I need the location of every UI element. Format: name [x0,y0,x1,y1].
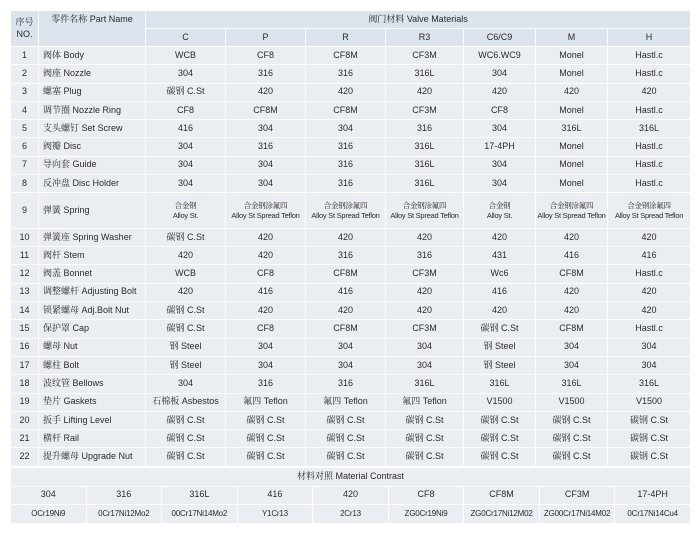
valve-materials-sheet [10,10,690,524]
material-cell: CF8M [306,265,386,283]
table-row [11,283,691,301]
table-row [11,101,691,119]
material-code-r: R [306,29,386,47]
material-cell: 416 [226,283,306,301]
part-name: 螺柱 Bolt [39,356,146,374]
part-name: 调节圈 Nozzle Ring [39,101,146,119]
material-cell: 碳钢 C.St [146,302,226,320]
contrast-title-row [11,467,691,486]
material-cell: CF8 [226,47,306,65]
row-number: 6 [11,138,39,156]
material-cell: 碳钢 C.St [536,448,608,466]
material-cell: 碳钢 C.St [226,430,306,448]
row-number: 8 [11,175,39,193]
material-cell: CF8M [306,320,386,338]
material-cell: 石棉板 Asbestos [146,393,226,411]
material-cell: 碳钢 C.St [608,448,691,466]
header-number: 序号 NO. [11,11,39,47]
material-cell: CF8M [536,320,608,338]
material-cell: 合金钢 Alloy St. [146,193,226,229]
material-cell: 420 [608,283,691,301]
material-cell: Hastl.c [608,320,691,338]
part-name: 螺母 Nut [39,338,146,356]
table-row [11,175,691,193]
contrast-grade: 17-4PH [615,486,691,505]
table-row [11,430,691,448]
part-name: 阀座 Nozzle [39,65,146,83]
material-cell: 420 [386,228,464,246]
material-cell: 碳钢 C.St [146,320,226,338]
material-cell: CF8M [226,101,306,119]
material-cell: Monel [536,156,608,174]
row-number: 13 [11,283,39,301]
material-cell: 碳钢 C.St [146,228,226,246]
row-number: 17 [11,356,39,374]
material-cell: 316L [608,375,691,393]
material-cell: Monel [536,47,608,65]
part-name: 反冲盘 Disc Holder [39,175,146,193]
material-cell: 氟四 Teflon [226,393,306,411]
material-cell: 420 [386,83,464,101]
contrast-grade: CF8M [464,486,540,505]
material-code-r3: R3 [386,29,464,47]
material-cell: 合金钢 Alloy St. [464,193,536,229]
table-row [11,448,691,466]
material-cell: 416 [536,247,608,265]
table-row [11,265,691,283]
material-cell: 钢 Steel [464,338,536,356]
material-contrast-table [10,467,691,524]
material-cell: Hastl.c [608,265,691,283]
material-cell: 316 [306,247,386,265]
material-cell: 17-4PH [464,138,536,156]
material-cell: Monel [536,101,608,119]
contrast-equivalent: ZG0Cr17Ni12M02 [464,505,540,524]
table-row [11,228,691,246]
material-cell: 316L [608,120,691,138]
material-cell: 316L [386,138,464,156]
material-cell: CF3M [386,47,464,65]
material-cell: 碳钢 C.St [306,430,386,448]
material-cell: 304 [386,338,464,356]
material-cell: 碳钢 C.St [464,411,536,429]
material-cell: 316L [536,375,608,393]
material-cell: 304 [146,375,226,393]
material-cell: V1500 [536,393,608,411]
material-cell: CF8 [226,320,306,338]
material-cell: 碳钢 C.St [226,448,306,466]
valve-materials-table [10,10,691,467]
table-row [11,65,691,83]
part-name: 横杆 Rail [39,430,146,448]
material-cell: 304 [146,175,226,193]
table-row [11,156,691,174]
header-valve-materials: 阀门材料 Valve Materials [146,11,691,29]
table-row [11,356,691,374]
contrast-grade: 316 [86,486,162,505]
row-number: 10 [11,228,39,246]
contrast-grade: CF3M [539,486,615,505]
material-cell: CF3M [386,320,464,338]
material-cell: CF8M [306,101,386,119]
row-number: 22 [11,448,39,466]
material-cell: 碳钢 C.St [226,411,306,429]
material-cell: 钢 Steel [464,356,536,374]
material-cell: 316 [306,138,386,156]
material-cell: 420 [226,302,306,320]
row-number: 7 [11,156,39,174]
material-cell: Hastl.c [608,101,691,119]
contrast-body [11,467,691,523]
material-cell: 420 [146,247,226,265]
material-cell: 碳钢 C.St [146,411,226,429]
material-cell: 碳钢 C.St [386,448,464,466]
material-contrast-title: 材料对照 Material Contrast [11,467,691,486]
row-number: 18 [11,375,39,393]
material-cell: 316L [386,375,464,393]
material-cell: WCB [146,47,226,65]
contrast-equivalent: ZG00Cr17Ni14M02 [539,505,615,524]
part-name: 锁紧螺母 Adj.Bolt Nut [39,302,146,320]
material-cell: 420 [306,302,386,320]
row-number: 16 [11,338,39,356]
part-name: 垫片 Gaskets [39,393,146,411]
row-number: 11 [11,247,39,265]
part-name: 弹簧座 Spring Washer [39,228,146,246]
material-cell: 304 [226,338,306,356]
material-cell: 420 [386,283,464,301]
part-name: 阀盖 Bonnet [39,265,146,283]
material-cell: 316 [306,375,386,393]
contrast-grade: 420 [313,486,389,505]
material-cell: 420 [464,228,536,246]
part-name: 螺塞 Plug [39,83,146,101]
material-cell: 316L [464,375,536,393]
material-code-m: M [536,29,608,47]
material-cell: 304 [464,156,536,174]
material-cell: 304 [226,175,306,193]
part-name: 调整螺杆 Adjusting Bolt [39,283,146,301]
material-cell: 304 [608,356,691,374]
part-name: 波纹管 Bellows [39,375,146,393]
material-cell: Hastl.c [608,156,691,174]
material-cell: 合金钢涂氟四 Alloy St Spread Teflon [226,193,306,229]
material-cell: 420 [536,228,608,246]
material-cell: 碳钢 C.St [306,448,386,466]
table-row [11,320,691,338]
material-cell: 合金钢涂氟四 Alloy St Spread Teflon [386,193,464,229]
material-cell: 316 [226,65,306,83]
material-cell: 碳钢 C.St [464,448,536,466]
material-cell: 416 [608,247,691,265]
material-cell: 304 [226,156,306,174]
row-number: 12 [11,265,39,283]
material-cell: 钢 Steel [146,356,226,374]
material-cell: 316 [386,247,464,265]
row-number: 1 [11,47,39,65]
material-cell: 304 [536,356,608,374]
table-row [11,47,691,65]
material-cell: 碳钢 C.St [536,430,608,448]
material-cell: 316 [306,156,386,174]
row-number: 2 [11,65,39,83]
material-cell: 氟四 Teflon [386,393,464,411]
material-cell: 碳钢 C.St [146,448,226,466]
table-row [11,302,691,320]
contrast-grade: 316L [162,486,238,505]
material-cell: 420 [464,83,536,101]
material-cell: 304 [306,338,386,356]
material-cell: 420 [536,283,608,301]
material-cell: 304 [226,356,306,374]
material-cell: CF8 [226,265,306,283]
material-cell: 钢 Steel [146,338,226,356]
material-cell: 304 [306,120,386,138]
material-cell: Hastl.c [608,138,691,156]
table-header [11,11,691,47]
material-cell: CF3M [386,265,464,283]
material-cell: Monel [536,175,608,193]
material-cell: 304 [464,175,536,193]
table-row [11,83,691,101]
row-number: 15 [11,320,39,338]
material-cell: 304 [536,338,608,356]
contrast-equivalent: OCr19Ni9 [11,505,87,524]
material-cell: 420 [146,283,226,301]
contrast-equivalent-row [11,505,691,524]
material-cell: 304 [146,156,226,174]
table-body [11,47,691,467]
part-name: 扳手 Lifting Level [39,411,146,429]
part-name: 阀瓣 Disc [39,138,146,156]
material-code-c6-c9: C6/C9 [464,29,536,47]
material-cell: 碳钢 C.St [464,320,536,338]
table-row [11,375,691,393]
material-cell: 420 [608,302,691,320]
material-code-c: C [146,29,226,47]
material-cell: 420 [464,302,536,320]
contrast-grade-row [11,486,691,505]
material-cell: 416 [146,120,226,138]
material-cell: Hastl.c [608,65,691,83]
part-name: 弹簧 Spring [39,193,146,229]
material-cell: 304 [226,120,306,138]
material-cell: 420 [226,228,306,246]
material-cell: 304 [464,65,536,83]
contrast-grade: 304 [11,486,87,505]
material-code-h: H [608,29,691,47]
part-name: 阀体 Body [39,47,146,65]
header-row [11,11,691,29]
contrast-equivalent: 0Cr17Ni12Mo2 [86,505,162,524]
row-number: 9 [11,193,39,229]
material-cell: CF8 [464,101,536,119]
contrast-equivalent: 2Cr13 [313,505,389,524]
contrast-grade: 416 [237,486,313,505]
material-cell: 碳钢 C.St [608,411,691,429]
material-cell: CF8M [536,265,608,283]
material-cell: WCB [146,265,226,283]
table-row [11,393,691,411]
part-name: 导向套 Guide [39,156,146,174]
part-name: 阀杆 Stem [39,247,146,265]
row-number: 21 [11,430,39,448]
contrast-grade: CF8 [388,486,464,505]
material-cell: 304 [146,138,226,156]
material-cell: CF8 [146,101,226,119]
material-code-p: P [226,29,306,47]
material-cell: 420 [306,83,386,101]
row-number: 5 [11,120,39,138]
material-cell: 304 [306,356,386,374]
material-cell: 304 [608,338,691,356]
part-name: 提升螺母 Upgrade Nut [39,448,146,466]
material-cell: Monel [536,65,608,83]
material-cell: 420 [608,83,691,101]
table-row [11,193,691,229]
contrast-equivalent: Y1Cr13 [237,505,313,524]
material-cell: 合金钢涂氟四 Alloy St Spread Teflon [536,193,608,229]
material-cell: 316 [386,120,464,138]
material-cell: 合金钢涂氟四 Alloy St Spread Teflon [608,193,691,229]
material-cell: 碳钢 C.St [386,411,464,429]
table-row [11,120,691,138]
row-number: 19 [11,393,39,411]
material-cell: 碳钢 C.St [146,430,226,448]
material-cell: 420 [536,83,608,101]
material-cell: Wc6 [464,265,536,283]
material-cell: 420 [226,247,306,265]
material-cell: 316L [386,156,464,174]
material-cell: 420 [608,228,691,246]
row-number: 4 [11,101,39,119]
material-cell: 316 [226,375,306,393]
material-cell: 316 [306,175,386,193]
material-cell: 420 [536,302,608,320]
material-cell: 碳钢 C.St [306,411,386,429]
material-cell: V1500 [464,393,536,411]
header-part-name: 零件名称 Part Name [39,11,146,47]
row-number: 3 [11,83,39,101]
part-name: 支头螺钉 Set Screw [39,120,146,138]
material-cell: CF8M [306,47,386,65]
material-cell: 316L [386,65,464,83]
material-cell: 420 [306,228,386,246]
material-cell: 431 [464,247,536,265]
table-row [11,338,691,356]
material-cell: 304 [386,356,464,374]
material-cell: CF3M [386,101,464,119]
material-cell: 碳钢 C.St [536,411,608,429]
material-cell: 316 [226,138,306,156]
material-cell: Monel [536,138,608,156]
material-cell: Hastl.c [608,175,691,193]
contrast-equivalent: 0Cr17Ni14Cu4 [615,505,691,524]
material-cell: 416 [306,283,386,301]
material-cell: 氟四 Teflon [306,393,386,411]
row-number: 20 [11,411,39,429]
material-cell: 碳钢 C.St [146,83,226,101]
part-name: 保护罩 Cap [39,320,146,338]
material-cell: 316L [536,120,608,138]
material-cell: 304 [146,65,226,83]
material-cell: 合金钢涂氟四 Alloy St Spread Teflon [306,193,386,229]
material-cell: WC6.WC9 [464,47,536,65]
row-number: 14 [11,302,39,320]
material-cell: 碳钢 C.St [608,430,691,448]
material-cell: 304 [464,120,536,138]
material-cell: 碳钢 C.St [464,430,536,448]
material-cell: 416 [464,283,536,301]
contrast-equivalent: 00Cr17Ni14Mo2 [162,505,238,524]
material-cell: V1500 [608,393,691,411]
material-cell: 420 [386,302,464,320]
material-cell: Hastl.c [608,47,691,65]
table-row [11,247,691,265]
material-cell: 420 [226,83,306,101]
contrast-equivalent: ZG0Cr19Ni9 [388,505,464,524]
material-cell: 316 [306,65,386,83]
table-row [11,411,691,429]
material-cell: 316L [386,175,464,193]
material-cell: 碳钢 C.St [386,430,464,448]
table-row [11,138,691,156]
